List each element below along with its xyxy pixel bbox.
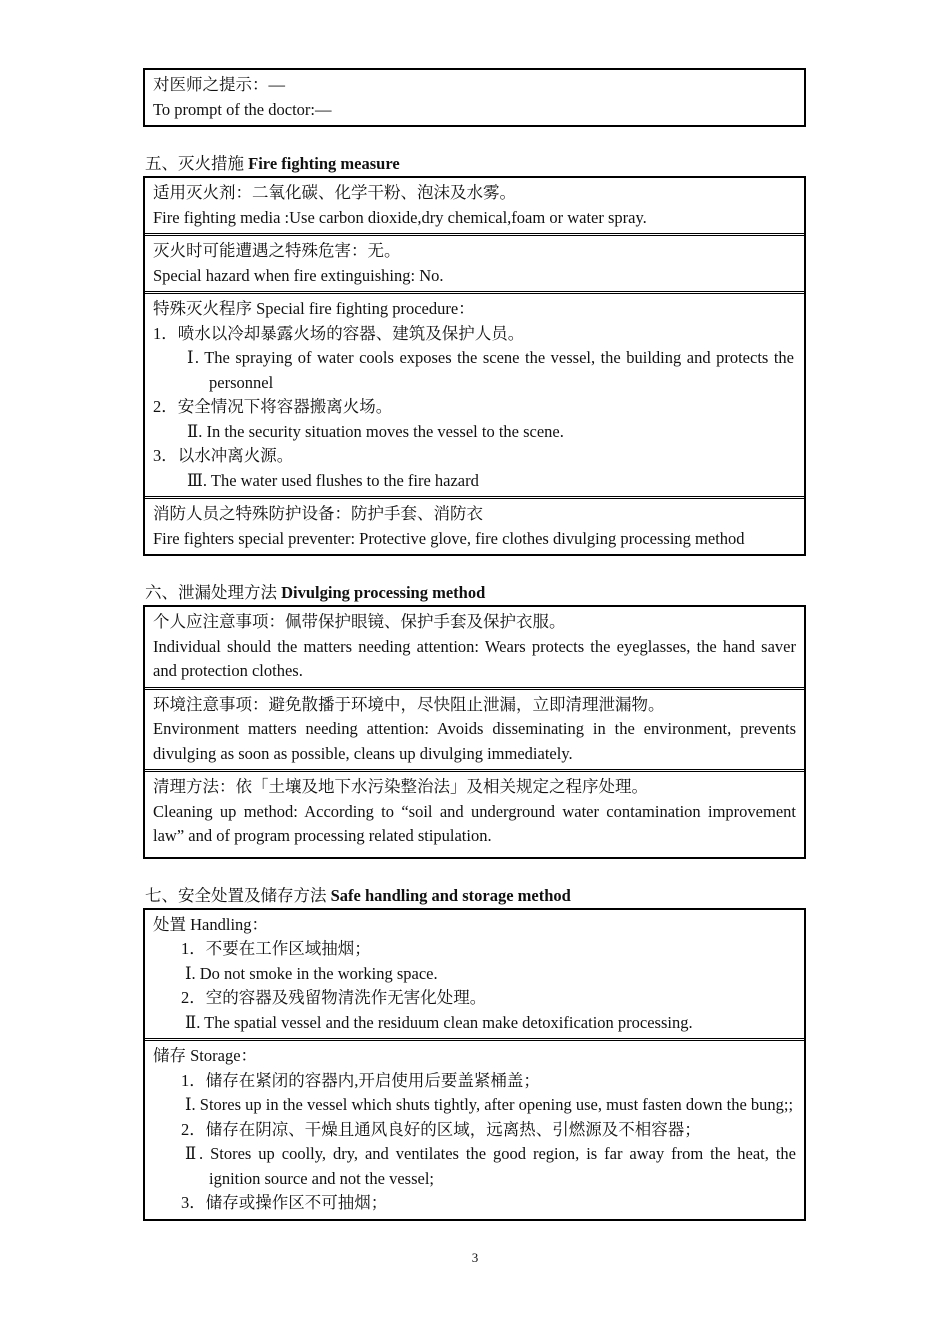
doctor-advice-box [143, 68, 806, 127]
section6-heading-en: Divulging processing method [281, 583, 486, 602]
storage-item2-en: Ⅱ. Stores up coolly, dry, and ventilates the good region, is far away from the heat, the ignition source and not the vessel; [185, 1144, 796, 1188]
fire-step2-en: Ⅱ. In the security situation moves the vessel to the scene. [187, 421, 564, 441]
fire-step1-en: Ⅰ. The spraying of water cools exposes the scene the vessel, the building and protects the personnel [187, 348, 794, 392]
storage-item2-cn: 2．储存在阴凉、干燥且通风良好的区域，远离热、引燃源及不相容器； [181, 1119, 701, 1139]
fire-hazard-cell [145, 233, 804, 291]
section5-heading-en: Fire fighting measure [248, 154, 400, 173]
handling-item1-cn: 1．不要在工作区域抽烟； [181, 939, 371, 958]
cleanup-method-cn: 清理方法：依「土壤及地下水污染整治法」及相关规定之程序处理。 [153, 777, 648, 796]
section7-heading-cn: 七、安全处置及储存方法 [145, 885, 331, 905]
personal-precaution-cell [145, 607, 804, 687]
personal-precaution-cn: 个人应注意事项：佩带保护眼镜、保护手套及保护衣服。 [153, 612, 566, 631]
fire-media-en: Fire fighting media :Use carbon dioxide,dry chemical,foam or water spray. [153, 207, 647, 227]
handling-title: 处置 Handling： [153, 914, 269, 934]
personal-precaution-en: Individual should the matters needing attention: Wears protects the eyeglasses, the hand saver and protection clothes. [153, 636, 796, 680]
section6-heading-cn: 六、泄漏处理方法 [145, 583, 282, 602]
handling-cell [145, 910, 804, 1039]
fire-equipment-cn: 消防人员之特殊防护设备：防护手套、消防衣 [153, 504, 483, 523]
doctor-advice-cell [145, 70, 804, 125]
storage-title: 储存 Storage： [153, 1046, 258, 1065]
section7-table [143, 908, 806, 1221]
section5-heading [145, 152, 806, 176]
storage-item1-en: Ⅰ. Stores up in the vessel which shuts tightly, after opening use, must fasten down the bung;; [185, 1095, 794, 1114]
fire-procedure-title: 特殊灭火程序 Special fire fighting procedure： [153, 299, 475, 318]
page-number: 3 [471, 1250, 479, 1265]
section5-table [143, 176, 806, 556]
cleanup-method-cell [145, 769, 804, 857]
storage-item1-cn: 1．储存在紧闭的容器内,开启使用后要盖紧桶盖； [181, 1070, 540, 1090]
handling-item2-en: Ⅱ. The spatial vessel and the residuum clean make detoxification processing. [185, 1012, 693, 1032]
environment-precaution-cn: 环境注意事项：避免散播于环境中，尽快阻止泄漏，立即清理泄漏物。 [153, 694, 665, 714]
section5-heading-cn: 五、灭火措施 [145, 154, 249, 173]
fire-step1-cn: 1．喷水以冷却暴露火场的容器、建筑及保护人员。 [153, 323, 525, 343]
section7-heading-en: Safe handling and storage method [330, 885, 571, 905]
document-page [143, 68, 806, 1221]
cleanup-method-en: Cleaning up method: According to “soil and underground water contamination improvement law” and of program processing related stipulation. [153, 801, 796, 845]
fire-media-cell [145, 178, 804, 233]
section6-table [143, 605, 806, 859]
handling-item2-cn: 2．空的容器及残留物清洗作无害化处理。 [181, 988, 487, 1007]
doctor-advice-cn: 对医师之提示：— [153, 75, 285, 94]
storage-item3-cn: 3．储存或操作区不可抽烟； [181, 1193, 388, 1212]
section6-heading [145, 581, 806, 605]
fire-media-cn: 适用灭火剂：二氧化碳、化学干粉、泡沫及水雾。 [153, 183, 516, 202]
environment-precaution-en: Environment matters needing attention: Avoids disseminating in the environment, prevents divulging as soon as possible, cleans up divulging immediately. [153, 719, 796, 763]
section7-heading [145, 884, 806, 908]
fire-equipment-en: Fire fighters special preventer: Protective glove, fire clothes divulging processing method [153, 528, 745, 548]
fire-hazard-en: Special hazard when fire extinguishing: No. [153, 265, 444, 285]
doctor-advice-en: To prompt of the doctor:— [153, 99, 332, 119]
handling-item1-en: Ⅰ. Do not smoke in the working space. [185, 963, 438, 983]
fire-equipment-cell [145, 496, 804, 554]
fire-hazard-cn: 灭火时可能遭遇之特殊危害：无。 [153, 241, 401, 260]
fire-step2-cn: 2．安全情况下将容器搬离火场。 [153, 397, 393, 416]
fire-procedure-cell [145, 291, 804, 496]
environment-precaution-cell [145, 687, 804, 770]
fire-step3-en: Ⅲ. The water used flushes to the fire hazard [187, 470, 479, 490]
fire-step3-cn: 3．以水冲离火源。 [153, 446, 294, 465]
storage-cell [145, 1038, 804, 1219]
